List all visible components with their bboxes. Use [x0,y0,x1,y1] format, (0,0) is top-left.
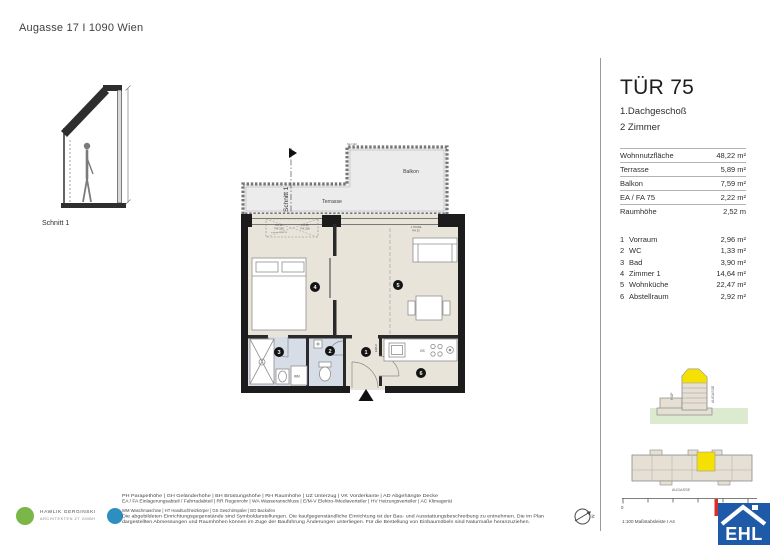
terrace-balcony-outline [243,147,447,214]
terrace-label: Terrasse [322,199,342,205]
legend-line-3: WM Waschmaschine | HT Handtuchheizkörper | GS Geschirrspüler | BO Backofen [122,508,276,513]
room-badge-5: 5 [396,283,400,290]
room-area: 3,90 m² [720,257,746,267]
room-list [620,234,746,302]
room-row [620,290,746,301]
room-no: 2 [620,246,625,256]
architect-green-badge [16,507,34,525]
dishwasher-label: GS [420,349,425,353]
room-no: 6 [620,291,625,301]
elevation-diagram [650,369,748,424]
room-row [620,279,746,290]
section-cut-arrow [289,148,297,158]
metric-row [620,148,746,162]
room-row [620,268,746,279]
room-no: 3 [620,257,625,267]
section-drawing [42,85,131,227]
architect-name: HAWLIK GERGINSKI [40,510,96,515]
scale-zero-label: 0 [621,505,624,510]
north-arrow [575,509,596,524]
metric-value: 2,22 m² [720,193,746,202]
metric-label: Terrasse [620,165,649,174]
ehl-red-mark [715,499,719,516]
metric-row [620,190,746,204]
metric-label: EA / FA 75 [620,193,656,202]
architect-subtitle: ARCHITEKTEN ZT GMBH [40,516,96,521]
window-fix-label: FIX 158 [274,227,284,231]
highlighted-unit [697,452,715,471]
project-address: Augasse 17 I 1090 Wien [19,22,144,34]
metric-label: Balkon [620,179,643,188]
metric-label: Wohnnutzfläche [620,151,674,160]
metric-value: 5,89 m² [720,165,746,174]
ehl-logo-text: EHL [725,524,763,544]
gh-dim-label: GH 112 [347,142,357,146]
wm-label: WM [294,374,300,379]
section-roof [61,87,109,137]
room-name: Bad [629,257,643,267]
metric-value: 2,52 m [723,207,746,216]
unit-metrics-table [620,148,746,218]
hof-label: HOF [670,392,674,400]
metric-value: 48,22 m² [716,151,746,160]
room-name: Zimmer 1 [629,269,661,279]
room-row [620,245,746,256]
legend-block [122,493,545,524]
metric-row [620,204,746,218]
step-label-2: PH 23 [412,229,420,233]
section-cut-label: Schnitt 1 [283,186,290,212]
legend-line-5: dargestellten Abmessungen und Raumhöhen können im Zuge der Bauführung Änderungen unterliegen. Für die Bestellung von Einbaumöbeln sind Naturmaße heranzuziehen. [122,519,477,524]
room-badge-4: 4 [313,285,317,292]
window-ph-label2: PH 68 [301,224,309,227]
architect-logo [16,507,123,525]
room-badge-3: 3 [277,350,281,357]
legend-line-2: EA / FA Einlagerungsabteil / Fahrradabteil | RR Regenrohr | WA Wasseranschluss | E/M-V Elektro-/Mediaverteiler | HV Heizungsverteiler | AC Klimagerät [122,498,453,504]
legend-line-4: Die abgebildeten Einrichtungsgegenstände sind Symboldarstellungen. Die kaufgegenständliche Einrichtung ist der Bau- und Ausstattungsbeschreibung zu entnehmen. Die im Plan [122,513,545,519]
section-floor [61,203,126,208]
ehl-logo [715,499,770,545]
room-no: 1 [620,235,625,245]
human-figure [83,143,93,202]
unit-title: TÜR 75 [620,76,695,99]
scale-text: 1:100 Maßstabsleiste I A4 [622,519,675,524]
architect-blue-badge [107,508,123,524]
room-row [620,234,746,245]
section-label: Schnitt 1 [42,220,70,227]
unit-info-panel [620,76,746,302]
entrance-arrow [359,389,374,401]
toilet [319,362,331,367]
emv-label: E/M-V [374,344,378,352]
sofa [413,238,457,262]
unit-floor: 1.Dachgeschoß [620,106,687,117]
window-fix-label2: FIX 158 [300,227,310,231]
room-name: Wohnküche [629,280,669,290]
room-no: 4 [620,269,625,279]
main-floorplan [241,142,465,401]
balcony-label: Balkon [403,169,419,175]
step-label-1: 1 STUFE [410,226,422,229]
dining-table [416,296,442,320]
room-area: 1,33 m² [720,246,746,256]
room-badge-2: 2 [328,349,332,356]
room-name: Vorraum [629,235,658,245]
room-badge-6: 6 [419,371,423,378]
window-ph-label: PH 68 [275,224,283,227]
augasse-side-label: AUGASSE [711,385,715,403]
room-area: 2,96 m² [720,235,746,245]
scale-bar [622,499,757,504]
unit-room-count: 2 Zimmer [620,122,661,133]
metric-row [620,162,746,176]
room-area: 22,47 m² [716,280,746,290]
room-name: Abstellraum [629,291,669,301]
window-note-label: unteres Feld FIX [270,232,288,234]
room-badge-1: 1 [364,350,368,357]
legend-line-1: PH Parapethöhe | GH Geländerhöhe | BH Brüstungshöhe | RH Raumhöhe | UZ Unterzug | VK Vorderkante | AD Abgehängte Decke [122,493,439,498]
metric-row [620,176,746,190]
room-row [620,257,746,268]
metric-value: 7,59 m² [720,179,746,188]
room-name: WC [629,246,642,256]
augasse-site-label: AUGASSE [671,488,691,492]
room-area: 2,92 m² [720,291,746,301]
siteplan-diagram [632,450,752,492]
north-label: N [590,514,596,518]
room-no: 5 [620,280,625,290]
room-area: 14,64 m² [716,269,746,279]
metric-label: Raumhöhe [620,207,657,216]
